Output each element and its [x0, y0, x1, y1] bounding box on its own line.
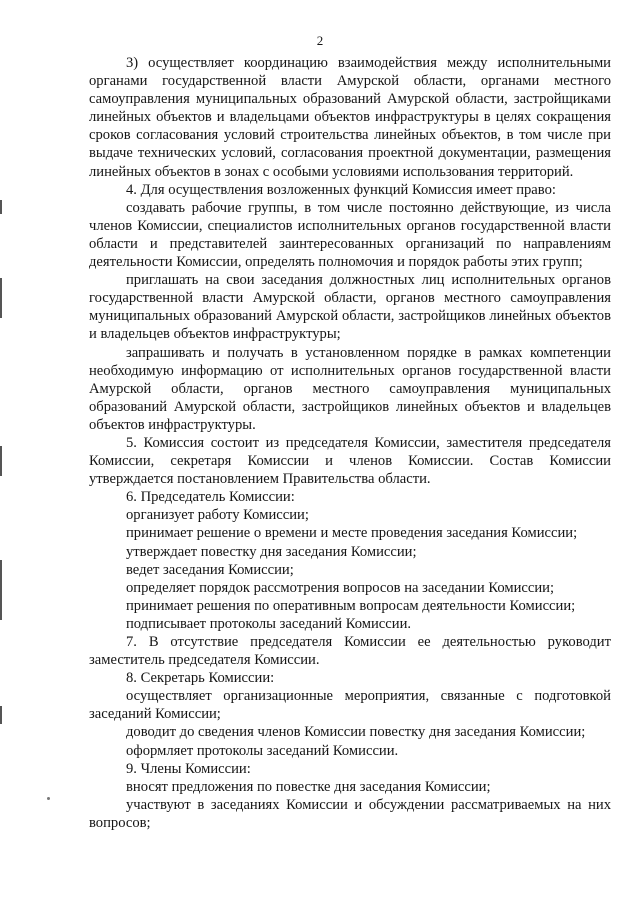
chairman-duty-item: подписывает протоколы заседаний Комиссии. — [126, 615, 412, 632]
document-body — [89, 54, 611, 832]
scan-speck — [47, 797, 50, 800]
member-duty-item: участвуют в заседаниях Комиссии и обсуждении рассматриваемых на них вопросов; — [89, 796, 611, 831]
scan-edge-mark — [0, 706, 2, 724]
paragraph-6-chairman-heading: 6. Председатель Комиссии: — [126, 489, 295, 506]
chairman-duty-item: организует работу Комиссии; — [126, 507, 309, 524]
right-working-groups: создавать рабочие группы, в том числе постоянно действующие, из числа членов Комиссии, специалистов исполнительных органов государственной власти области и представителей заинтересованных организаций по направлениям деятельности Комиссии, определять полномочия и порядок работы этих групп; — [89, 199, 611, 271]
secretary-duty-item: оформляет протоколы заседаний Комиссии. — [126, 742, 399, 759]
chairman-duty-item: принимает решение о времени и месте проведения заседания Комиссии; — [126, 525, 578, 542]
scan-edge-mark — [0, 278, 2, 318]
secretary-duty-item: осуществляет организационные мероприятия, связанные с подготовкой заседаний Комиссии; — [89, 688, 611, 723]
scan-edge-mark — [0, 200, 2, 214]
paragraph-7-deputy: 7. В отсутствие председателя Комиссии ее деятельностью руководит заместитель председателя Комиссии. — [89, 634, 611, 669]
paragraph-4-rights-heading: 4. Для осуществления возложенных функций Комиссия имеет право: — [126, 181, 556, 198]
paragraph-5-composition: 5. Комиссия состоит из председателя Комиссии, заместителя председателя Комиссии, секретаря Комиссии и членов Комиссии. Состав Комиссии утверждается постановлением Правительства области. — [89, 434, 611, 488]
paragraph-8-secretary-heading: 8. Секретарь Комиссии: — [126, 670, 275, 687]
member-duty-item: вносят предложения по повестке дня заседания Комиссии; — [126, 778, 491, 795]
right-request-information: запрашивать и получать в установленном порядке в рамках компетенции необходимую информацию от исполнительных органов государственной власти Амурской области, органов местного самоуправления муниципальных образований Амурской области, застройщиков линейных объектов и владельцев объектов инфраструктуры. — [89, 344, 611, 433]
scan-edge-mark — [0, 446, 2, 476]
scan-edge-mark — [0, 560, 2, 620]
paragraph-3-coordination: 3) осуществляет координацию взаимодействия между исполнительными органами государственной власти Амурской области, органами местного самоуправления муниципальных образований Амурской области, застройщиками линейных объектов и владельцами объектов инфраструктуры в целях сокращения сроков согласования условий строительства линейных объектов, в том числе при выдаче технических условий, согласования проектной документации, размещения линейных объектов в зонах с особыми условиями использования территорий. — [89, 55, 611, 180]
secretary-duty-item: доводит до сведения членов Комиссии повестку дня заседания Комиссии; — [126, 724, 586, 741]
chairman-duty-item: определяет порядок рассмотрения вопросов на заседании Комиссии; — [126, 579, 555, 596]
page-number: 2 — [316, 33, 324, 48]
right-invite-officials: приглашать на свои заседания должностных лиц исполнительных органов государственной власти Амурской области, органов местного самоуправления муниципальных образований Амурской области, застройщиков линейных объектов и владельцев объектов инфраструктуры; — [89, 272, 611, 343]
paragraph-9-members-heading: 9. Члены Комиссии: — [126, 760, 251, 777]
chairman-duty-item: принимает решения по оперативным вопросам деятельности Комиссии; — [126, 597, 576, 614]
chairman-duty-item: ведет заседания Комиссии; — [126, 561, 294, 578]
chairman-duty-item: утверждает повестку дня заседания Комиссии; — [126, 543, 417, 560]
